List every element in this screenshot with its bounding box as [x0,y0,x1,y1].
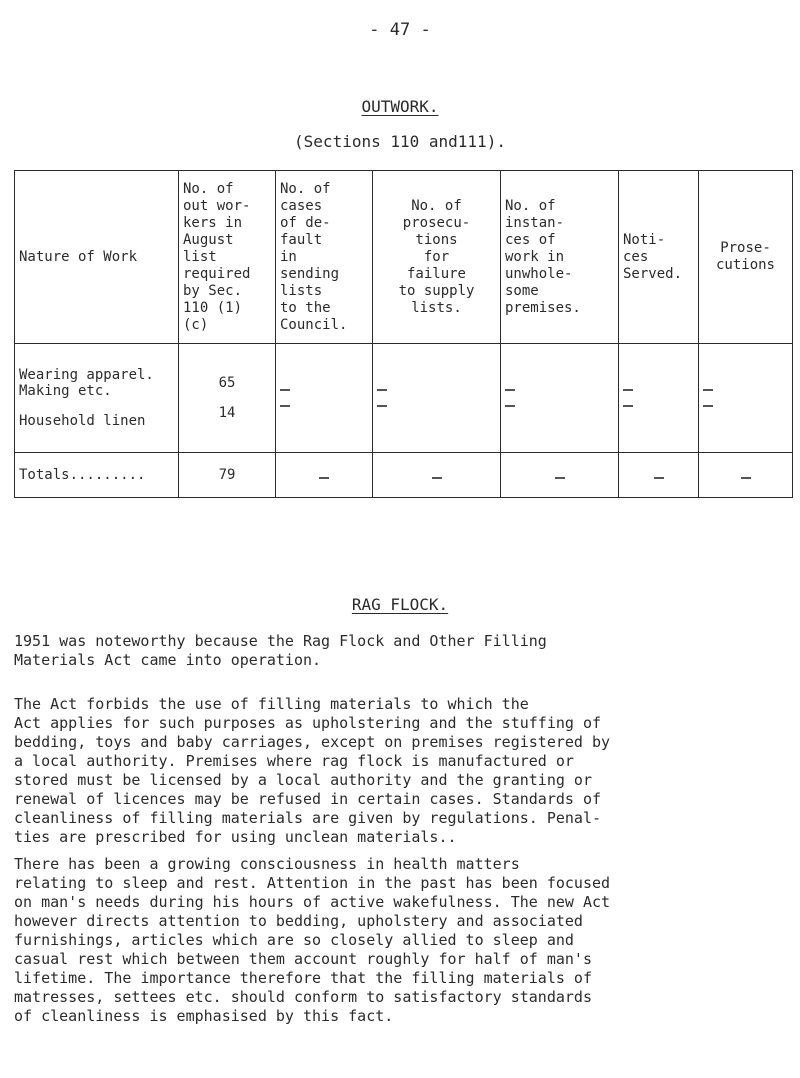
nil-dash [280,405,290,407]
nil-cell [619,453,699,498]
row-nature-household-linen: Household linen [19,413,146,429]
outwork-table [14,170,793,498]
section-heading-rag-flock: RAG FLOCK. [351,595,449,614]
nil-dash [555,477,565,479]
totals-row [15,453,793,498]
nil-cell [373,344,501,453]
header-notices-served: Noti- ces Served. [619,171,699,344]
header-outworkers-count: No. of out wor- kers in August list required by Sec. 110 (1) (c) [179,171,276,344]
nil-dash [741,477,751,479]
row-count-household-linen: 14 [218,405,236,421]
nil-dash [623,389,633,391]
nil-cell [501,344,619,453]
paragraph-act-provisions: The Act forbids the use of filling materials to which the Act applies for such purposes as upholstering and the stuffing of bedding, toys and baby carriages, except on premises registered by a local authority. Premises where rag flock is manufactured or stored must be licensed by a local authority and the granting or renewal of licences may be refused in certain cases. Standards of cleanliness of filling materials are given by regulations. Penal- ties are prescribed for using unclean materials.. [14,695,611,846]
table-header-row [15,171,793,344]
nil-cell [699,344,793,453]
totals-count: 79 [179,453,276,498]
nil-cell [619,344,699,453]
header-default-cases: No. of cases of de- fault in sending lists to the Council. [276,171,373,344]
page-subtitle: (Sections 110 and111). [294,132,506,151]
row-nature-wearing-apparel: Wearing apparel. Making etc. [19,367,154,399]
nil-dash [623,405,633,407]
header-prosecutions-failure: No. of prosecu- tions for failure to supply lists. [373,171,501,344]
header-nature-of-work: Nature of Work [15,171,179,344]
paragraph-act-operation: 1951 was noteworthy because the Rag Flock and Other Filling Materials Act came into operation. [14,632,547,669]
nil-cell [699,453,793,498]
header-unwholesome-premises: No. of instan- ces of work in unwhole- some premises. [501,171,619,344]
totals-label: Totals......... [15,453,179,498]
nil-dash [319,477,329,479]
nil-dash [505,405,515,407]
nil-cell [276,453,373,498]
nil-dash [377,389,387,391]
nil-dash [505,389,515,391]
row-count-wearing-apparel: 65 [218,375,236,391]
nil-dash [703,389,713,391]
nil-cell [276,344,373,453]
nil-cell [373,453,501,498]
page-title: OUTWORK. [361,97,439,116]
nature-cell [15,344,179,453]
nil-dash [280,389,290,391]
nil-dash [703,405,713,407]
nil-dash [377,405,387,407]
nil-cell [501,453,619,498]
header-prosecutions: Prose- cutions [699,171,793,344]
nil-dash [654,477,664,479]
count-cell [179,344,276,453]
nil-dash [432,477,442,479]
table-row [15,344,793,453]
page-number: - 47 - [369,20,431,40]
paragraph-health-consciousness: There has been a growing consciousness in health matters relating to sleep and rest. Attention in the past has been focused on man's needs during his hours of active wakefulness. The new Act however directs attention to bedding, upholstery and associated furnishings, articles which are so closely allied to sleep and casual rest which between them account roughly for half of man's lifetime. The importance therefore that the filling materials of matresses, settees etc. should conform to satisfactory standards of cleanliness is emphasised by this fact. [14,855,611,1025]
